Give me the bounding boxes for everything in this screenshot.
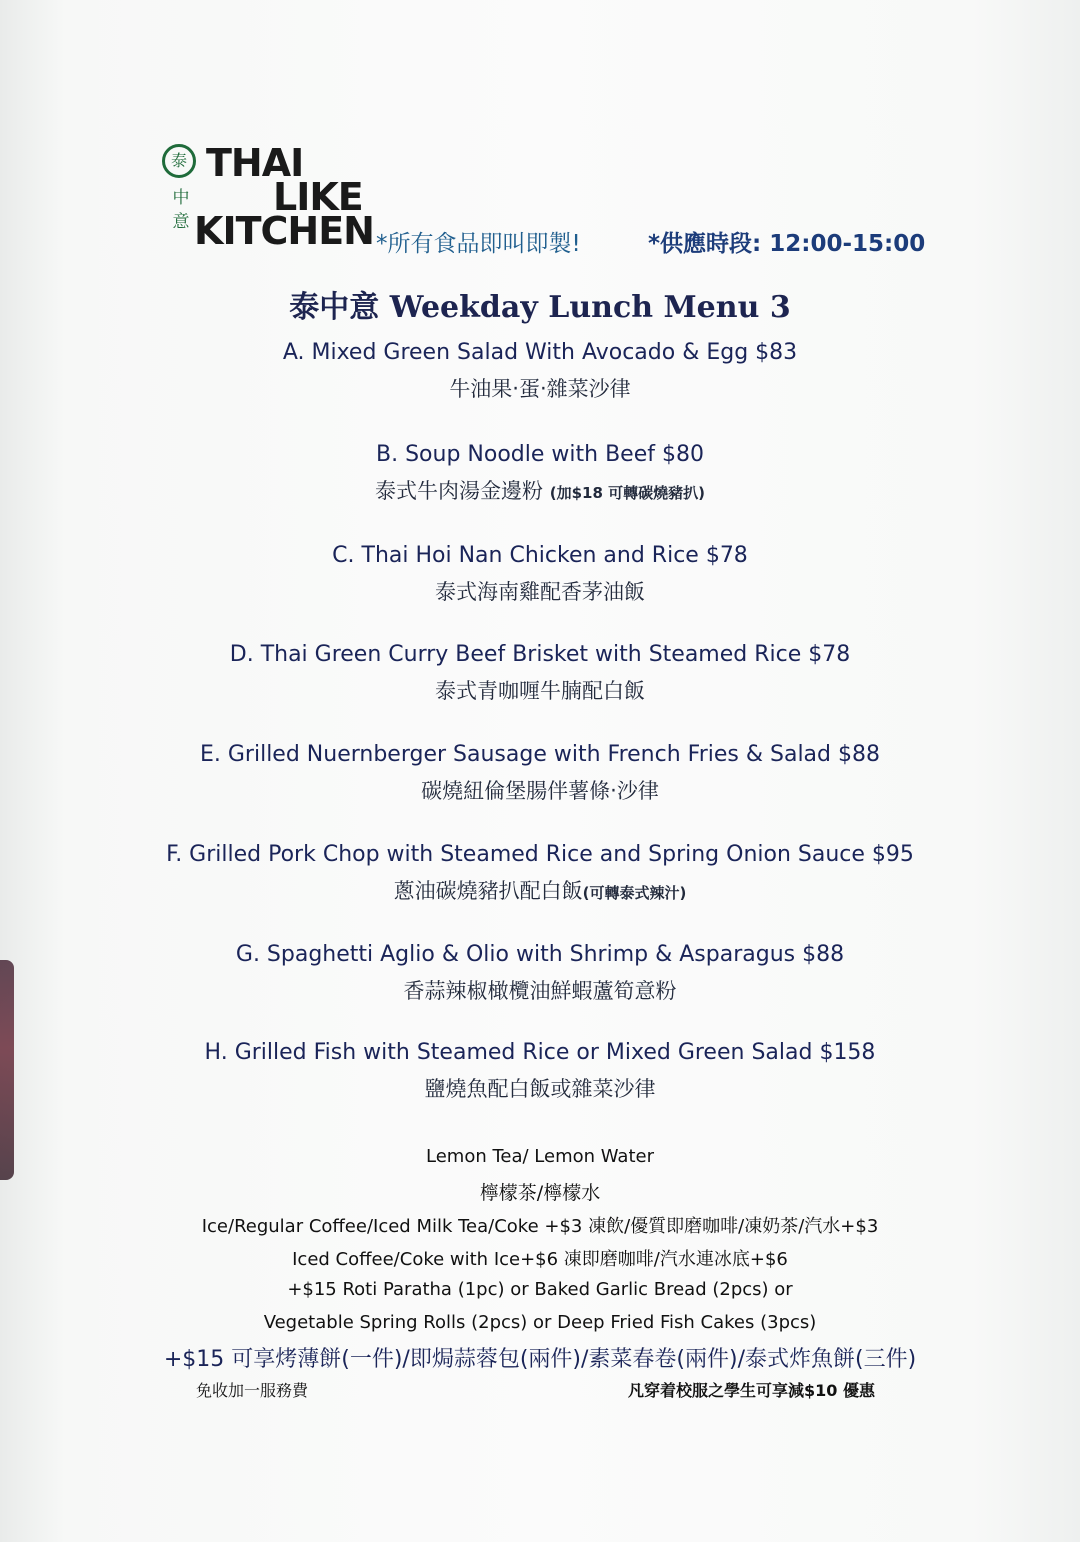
lemon-drinks-en: Lemon Tea/ Lemon Water xyxy=(426,1146,654,1167)
student-discount-note: 凡穿着校服之學生可享減$10 優惠 xyxy=(628,1381,875,1400)
item-name-en: A. Mixed Green Salad With Avocado & Egg $83 xyxy=(282,340,798,365)
item-name-en: D. Thai Green Curry Beef Brisket with Steamed Rice $78 xyxy=(229,642,851,667)
restaurant-logo xyxy=(160,140,374,255)
item-name-zh: 蔥油碳燒豬扒配白飯(可轉泰式辣汁) xyxy=(393,879,687,903)
menu-item-c xyxy=(0,543,1080,606)
service-charge-note: 免收加一服務費 xyxy=(196,1381,309,1400)
logo-seal-icon: 泰 xyxy=(162,144,196,178)
item-name-zh: 碳燒紐倫堡腸伴薯條‧沙律 xyxy=(421,779,659,803)
item-upgrade-note: (加$18 可轉碳燒豬扒) xyxy=(549,484,705,502)
lemon-drinks-zh: 檸檬茶/檸檬水 xyxy=(479,1182,601,1204)
item-name-zh: 泰式牛肉湯金邊粉 (加$18 可轉碳燒豬扒) xyxy=(375,479,705,503)
menu-item-b xyxy=(0,442,1080,505)
logo-vertical-chars xyxy=(170,186,192,234)
item-name-en: C. Thai Hoi Nan Chicken and Rice $78 xyxy=(332,543,748,568)
menu-item-e xyxy=(0,742,1080,805)
item-name-en: F. Grilled Pork Chop with Steamed Rice and Spring Onion Sauce $95 xyxy=(166,842,914,867)
item-name-en: G. Spaghetti Aglio & Olio with Shrimp & Asparagus $88 xyxy=(235,942,845,967)
item-name-en: B. Soup Noodle with Beef $80 xyxy=(376,442,704,467)
service-hours: *供應時段: 12:00-15:00 xyxy=(648,231,926,257)
menu-title: 泰中意 Weekday Lunch Menu 3 xyxy=(289,290,791,325)
menu-item-a xyxy=(0,340,1080,403)
item-name-zh: 鹽燒魚配白飯或雜菜沙律 xyxy=(424,1077,656,1101)
addon-line-zh: +$15 可享烤薄餅(一件)/即焗蒜蓉包(兩件)/素菜春卷(兩件)/泰式炸魚餅(三件) xyxy=(163,1347,917,1372)
logo-word-thai: THAI xyxy=(206,141,304,185)
item-name-en: H. Grilled Fish with Steamed Rice or Mixed Green Salad $158 xyxy=(204,1040,876,1065)
item-name-zh: 牛油果‧蛋‧雜菜沙律 xyxy=(449,377,631,401)
item-name-zh: 泰式海南雞配香茅油飯 xyxy=(435,580,645,604)
fresh-note: *所有食品即叫即製! xyxy=(376,231,581,257)
menu-item-f xyxy=(0,842,1080,905)
logo-word-like: LIKE xyxy=(273,175,363,219)
item-sauce-note: (可轉泰式辣汁) xyxy=(582,884,687,902)
item-name-zh: 香蒜辣椒橄欖油鮮蝦蘆筍意粉 xyxy=(403,979,677,1003)
menu-item-d xyxy=(0,642,1080,705)
addon-line-2: Vegetable Spring Rolls (2pcs) or Deep Fried Fish Cakes (3pcs) xyxy=(263,1312,817,1333)
iced-upgrade-line: Iced Coffee/Coke with Ice+$6 凍即磨咖啡/汽水連冰底+$6 xyxy=(292,1249,788,1270)
coffee-upgrade-line: Ice/Regular Coffee/Iced Milk Tea/Coke +$3 凍飲/優質即磨咖啡/凍奶茶/汽水+$3 xyxy=(201,1216,879,1237)
item-name-en: E. Grilled Nuernberger Sausage with French Fries & Salad $88 xyxy=(199,742,880,767)
menu-item-g xyxy=(0,942,1080,1005)
menu-item-h xyxy=(0,1040,1080,1103)
item-name-zh: 泰式青咖喱牛腩配白飯 xyxy=(435,679,645,703)
addon-line-1: +$15 Roti Paratha (1pc) or Baked Garlic Bread (2pcs) or xyxy=(287,1279,793,1300)
logo-char-1: 中 xyxy=(172,188,190,208)
logo-word-kitchen: KITCHEN xyxy=(194,209,374,253)
logo-char-2: 意 xyxy=(172,212,190,232)
